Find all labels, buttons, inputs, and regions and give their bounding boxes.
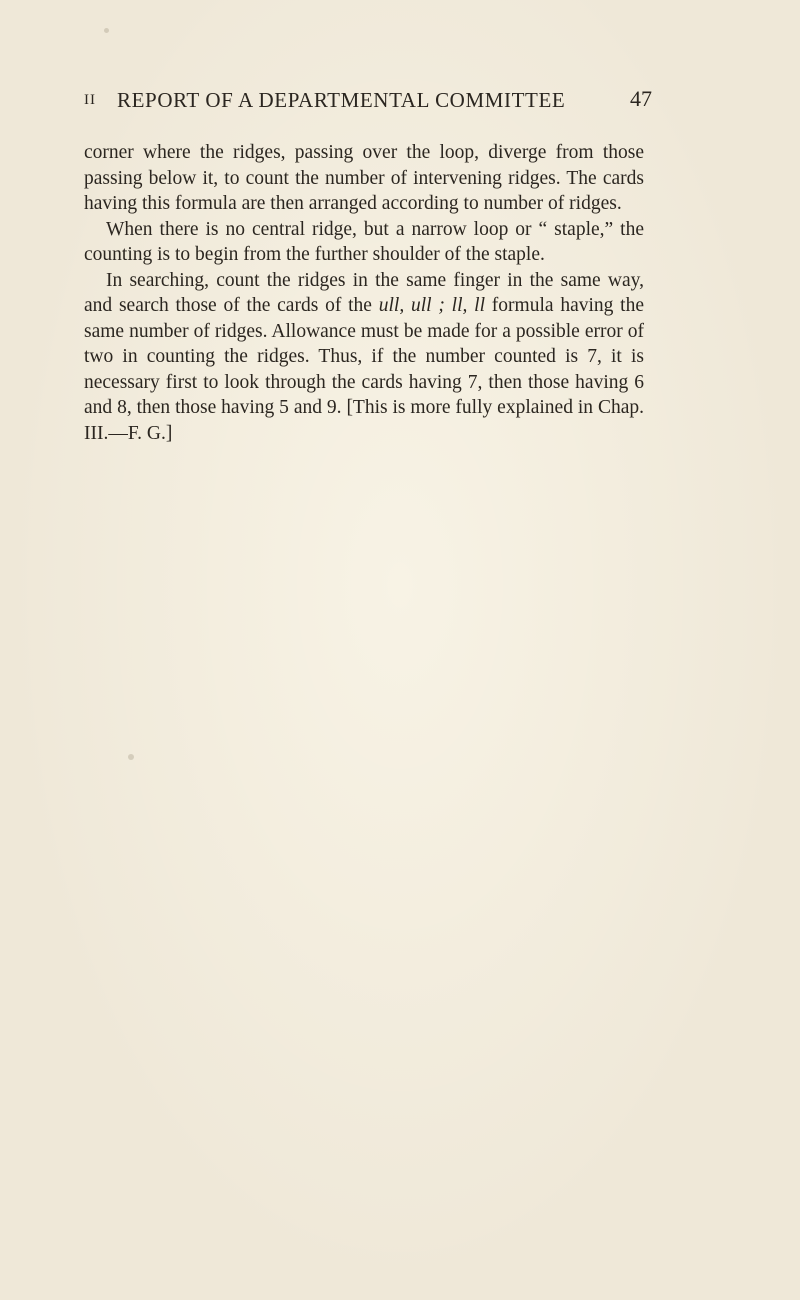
page-number: 47 [630, 86, 652, 111]
body-text [84, 140, 644, 446]
paper-speck [104, 28, 109, 33]
paragraph-1 [84, 140, 644, 217]
paragraph-3 [84, 268, 644, 447]
paragraph-3-text-before: In searching, count the ridges in the same finger in the same way, and search those of the cards of the [84, 269, 644, 316]
paragraph-2-text: When there is no central ridge, but a narrow loop or “ staple,” the counting is to begin from the further shoulder of the staple. [84, 218, 644, 265]
paragraph-3-text-after: formula having the same number of ridges. Allowance must be made for a possible error of two in counting the ridges. Thus, if the number counted is 7, it is necessary first to look through the cards having 7, then those having 6 and 8, then those having 5 and 9. [This is more fully explained in Chap. III.—F. G.] [84, 295, 645, 444]
running-head-title: REPORT OF A DEPARTMENTAL COMMITTEE [117, 88, 566, 112]
running-head [84, 86, 652, 120]
formula-italic: ull, ull ; ll, ll [378, 295, 485, 316]
paper-speck [128, 754, 134, 760]
chapter-number: II [84, 92, 96, 108]
paragraph-2 [84, 217, 644, 268]
paragraph-1-text: corner where the ridges, passing over the loop, diverge from those passing below it, to count the number of intervening ridges. The cards having this formula are then arranged according to number of ridges. [84, 142, 644, 214]
